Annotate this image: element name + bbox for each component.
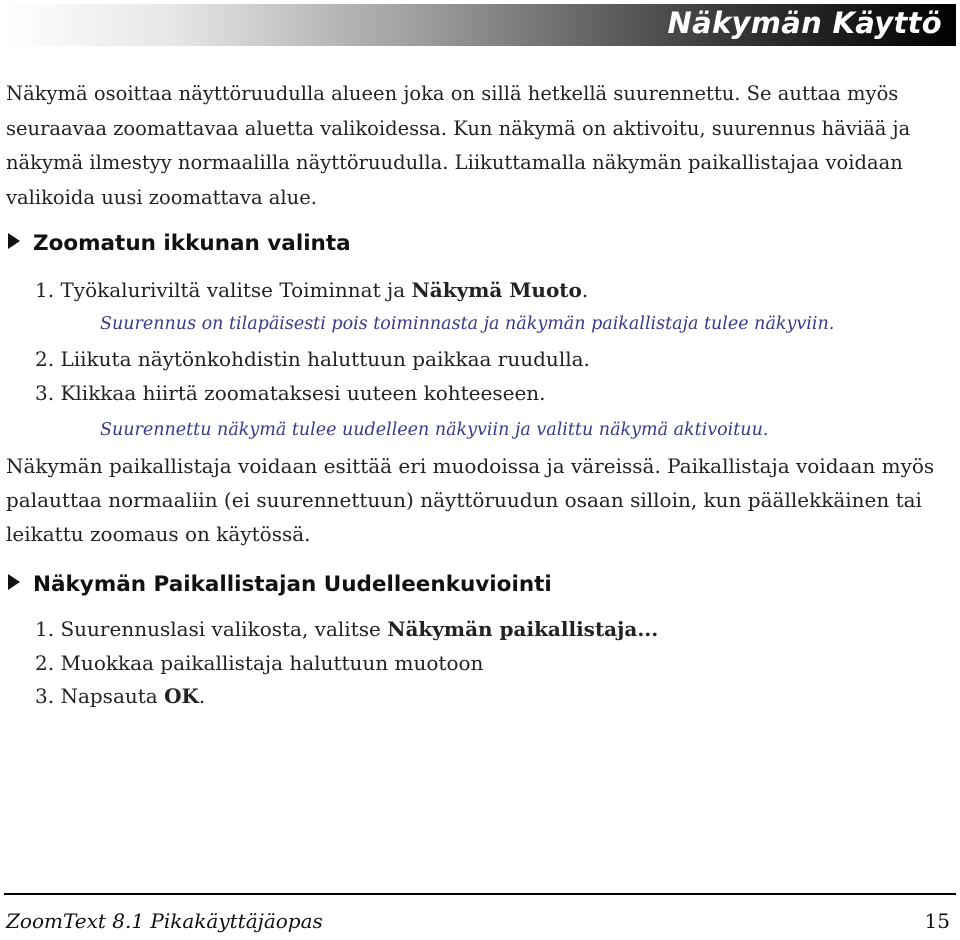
step-item: 2. Liikuta näytönkohdistin haluttuun paikkaa ruudulla. bbox=[35, 347, 590, 371]
step-item: 1. Suurennuslasi valikosta, valitse Näkymän paikallistaja... bbox=[35, 617, 659, 641]
step-item: 2. Muokkaa paikallistaja haluttuun muotoon bbox=[35, 651, 484, 675]
triangle-bullet-icon bbox=[8, 233, 20, 249]
menu-path: Näkymä Muoto bbox=[411, 278, 582, 302]
step-note: Suurennus on tilapäisesti pois toiminnasta ja näkymän paikallistaja tulee näkyviin. bbox=[100, 314, 835, 334]
step-item: 1. Työkaluriviltä valitse Toiminnat ja Näkymä Muoto. bbox=[35, 278, 589, 302]
button-name: OK bbox=[164, 684, 199, 708]
intro-paragraph: Näkymä osoittaa näyttöruudulla alueen joka on sillä hetkellä suurennettu. Se auttaa myös seuraavaa zoomattavaa aluetta valikoidessa. Kun näkymä on aktivoitu, suurennus häviää ja näkymä ilmestyy normaalilla näyttöruudulla. Liikuttamalla näkymän paikallistajaa voidaan valikoida uusi zoomattava alue. bbox=[6, 82, 911, 209]
section-heading-text: Zoomatun ikkunan valinta bbox=[33, 231, 351, 256]
body-paragraph: Näkymän paikallistaja voidaan esittää eri muodoissa ja väreissä. Paikallistaja voidaan myös palauttaa normaaliin (ei suurennettuun) näyttöruudun osaan silloin, kun päällekkäinen tai leikattu zoomaus on käytössä. bbox=[6, 454, 935, 546]
page-number: 15 bbox=[924, 909, 950, 933]
section-heading-window-selection bbox=[8, 231, 351, 256]
footer-book-title: ZoomText 8.1 Pikakäyttäjäopas bbox=[6, 909, 323, 933]
chapter-title-bar bbox=[4, 4, 956, 46]
triangle-bullet-icon bbox=[8, 574, 20, 590]
footer-divider bbox=[4, 893, 956, 895]
step-item: 3. Klikkaa hiirtä zoomataksesi uuteen kohteeseen. bbox=[35, 381, 546, 405]
step-item: 3. Napsauta OK. bbox=[35, 684, 206, 708]
chapter-title: Näkymän Käyttö bbox=[667, 6, 942, 40]
section-heading-locator-reshape bbox=[8, 572, 552, 597]
section-heading-text: Näkymän Paikallistajan Uudelleenkuviointi bbox=[33, 572, 552, 597]
step-note: Suurennettu näkymä tulee uudelleen näkyviin ja valittu näkymä aktivoituu. bbox=[100, 420, 769, 440]
menu-path: Näkymän paikallistaja... bbox=[387, 617, 659, 641]
